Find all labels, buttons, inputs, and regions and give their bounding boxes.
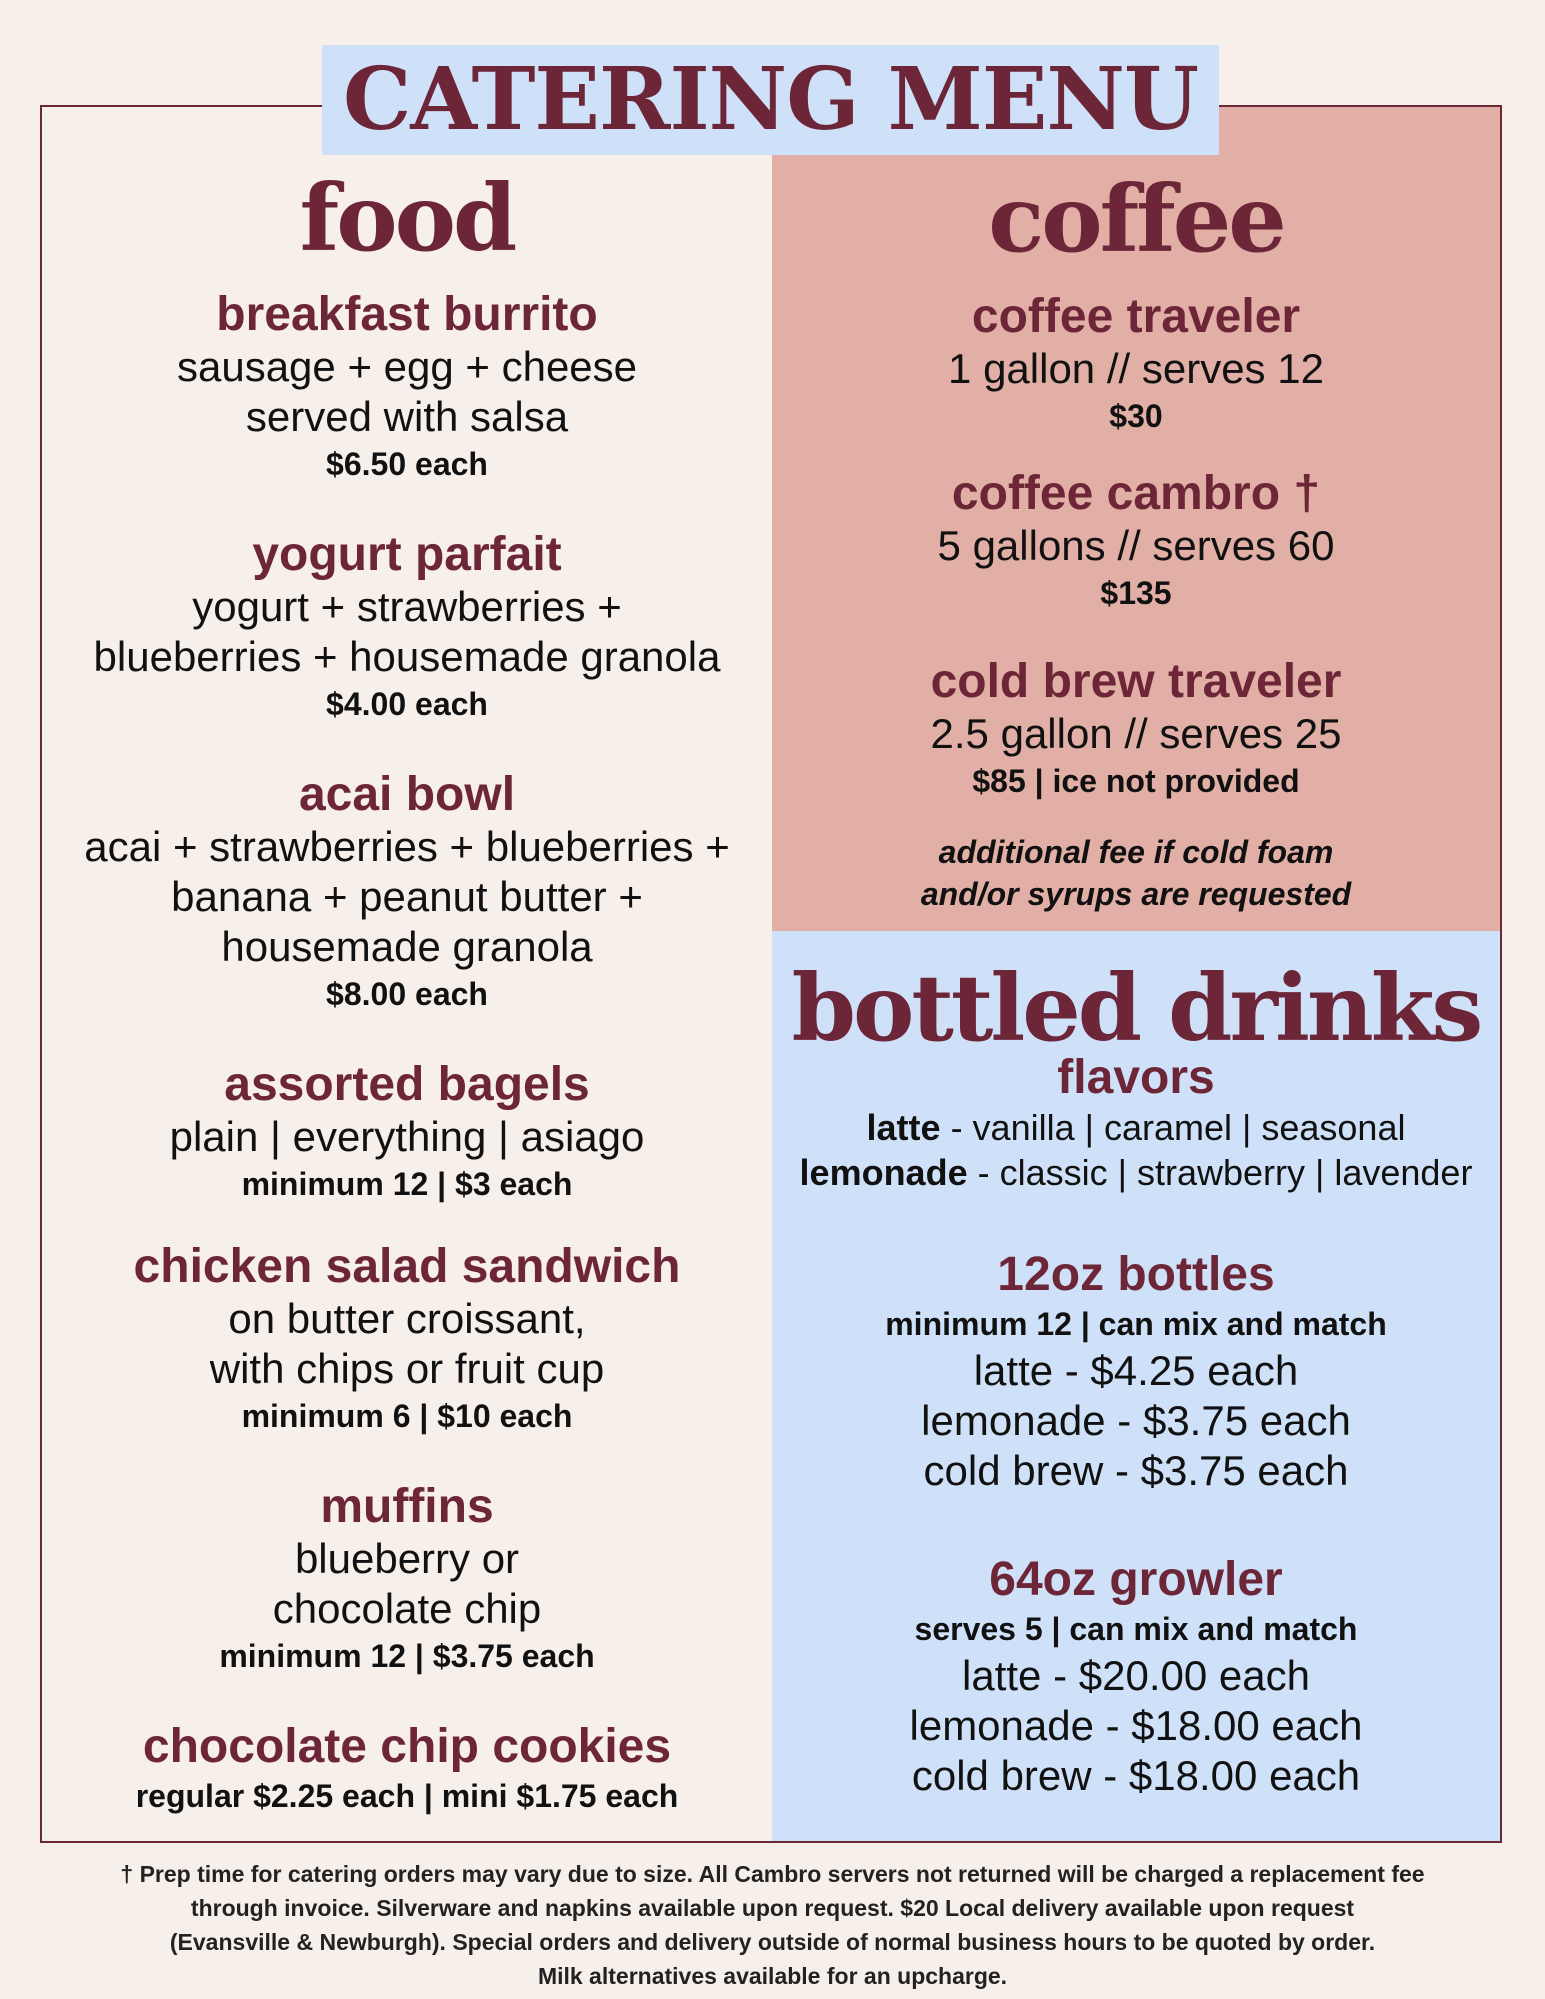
flavor-row-lemonade (772, 1150, 1500, 1195)
item-desc: housemade granola (221, 923, 593, 970)
food-heading: food (299, 164, 515, 272)
item-desc: blueberries + housemade granola (93, 633, 721, 680)
item-name: 64oz growler (989, 1553, 1283, 1606)
item-desc: 1 gallon // serves 12 (948, 345, 1324, 392)
footnote-line: Milk alternatives available for an upcharge. (537, 1963, 1008, 1989)
menu-item-chocolate-chip-cookies (42, 1720, 772, 1818)
item-desc: acai + strawberries + blueberries + (84, 823, 730, 870)
item-sub: serves 5 | can mix and match (914, 1611, 1358, 1647)
menu-item-assorted-bagels (42, 1058, 772, 1206)
note-line: additional fee if cold foam (938, 834, 1334, 870)
menu-item-chicken-salad-sandwich (42, 1240, 772, 1438)
menu-item-muffins (42, 1480, 772, 1678)
page-title: CATERING MENU (342, 49, 1199, 150)
item-desc: 5 gallons // serves 60 (937, 522, 1335, 569)
menu-item-64oz-growler (772, 1553, 1500, 1801)
item-sub: minimum 12 | can mix and match (885, 1306, 1387, 1342)
item-price: regular $2.25 each | mini $1.75 each (135, 1778, 679, 1814)
menu-item-coffee-cambro (772, 467, 1500, 615)
coffee-note (772, 831, 1500, 915)
item-price: $6.50 each (326, 446, 488, 482)
item-desc: with chips or fruit cup (209, 1345, 605, 1392)
item-desc: yogurt + strawberries + (192, 583, 622, 630)
food-column (42, 107, 772, 1841)
item-desc: plain | everything | asiago (169, 1113, 645, 1160)
menu-item-yogurt-parfait (42, 528, 772, 726)
item-price: $135 (1100, 575, 1172, 611)
item-price: minimum 6 | $10 each (241, 1398, 573, 1434)
price-line: cold brew - $3.75 each (923, 1447, 1349, 1494)
menu-item-12oz-bottles (772, 1248, 1500, 1496)
coffee-panel (772, 107, 1500, 931)
flavor-label: lemonade (799, 1152, 968, 1193)
footnote-line: (Evansville & Newburgh). Special orders and delivery outside of normal business hours to be quoted by order. (169, 1929, 1376, 1955)
item-price: $8.00 each (326, 976, 488, 1012)
item-name: acai bowl (298, 768, 516, 821)
item-desc: blueberry or (294, 1535, 520, 1582)
item-price: $85 | ice not provided (972, 763, 1300, 799)
price-line: lemonade - $18.00 each (909, 1702, 1363, 1749)
item-desc: served with salsa (245, 393, 569, 440)
price-line: cold brew - $18.00 each (911, 1752, 1361, 1799)
item-name: cold brew traveler (930, 655, 1342, 708)
flavors-title: flavors (1057, 1051, 1215, 1104)
menu-item-coffee-traveler (772, 290, 1500, 438)
item-price: minimum 12 | $3 each (241, 1166, 573, 1202)
price-line: lemonade - $3.75 each (921, 1397, 1351, 1444)
menu-item-cold-brew-traveler (772, 655, 1500, 803)
price-line: latte - $20.00 each (962, 1652, 1310, 1699)
flavor-options: - classic | strawberry | lavender (967, 1152, 1473, 1193)
flavor-label: latte (866, 1107, 941, 1148)
item-desc: 2.5 gallon // serves 25 (930, 710, 1342, 757)
note-line: and/or syrups are requested (920, 876, 1352, 912)
item-name: chicken salad sandwich (133, 1240, 681, 1293)
bottled-heading: bottled drinks (791, 954, 1481, 1062)
item-name: coffee traveler (971, 290, 1301, 343)
footnote (40, 1857, 1505, 1993)
footnote-line: through invoice. Silverware and napkins available upon request. $20 Local delivery available upon request (190, 1895, 1355, 1921)
coffee-heading: coffee (988, 165, 1284, 273)
item-desc: chocolate chip (272, 1585, 542, 1632)
item-price: $30 (1109, 398, 1163, 434)
flavor-options: - vanilla | caramel | seasonal (940, 1107, 1406, 1148)
item-name: 12oz bottles (997, 1248, 1275, 1301)
menu-item-breakfast-burrito (42, 288, 772, 486)
menu-item-acai-bowl (42, 768, 772, 1016)
bottled-drinks-panel (772, 931, 1500, 1841)
item-name: chocolate chip cookies (142, 1720, 672, 1773)
item-desc: banana + peanut butter + (171, 873, 643, 920)
item-name: muffins (320, 1480, 494, 1533)
item-name: coffee cambro † (951, 467, 1321, 520)
title-banner (322, 45, 1219, 155)
flavor-row-latte (772, 1105, 1500, 1150)
item-price: $4.00 each (326, 686, 488, 722)
price-line: latte - $4.25 each (973, 1347, 1299, 1394)
item-name: breakfast burrito (216, 288, 598, 341)
item-desc: on butter croissant, (228, 1295, 586, 1342)
flavors-block (772, 1051, 1500, 1195)
item-desc: sausage + egg + cheese (176, 343, 638, 390)
item-name: yogurt parfait (252, 528, 562, 581)
item-price: minimum 12 | $3.75 each (219, 1638, 595, 1674)
footnote-line: † Prep time for catering orders may vary due to size. All Cambro servers not returned will be charged a replacement fee (120, 1861, 1425, 1887)
item-name: assorted bagels (224, 1058, 590, 1111)
